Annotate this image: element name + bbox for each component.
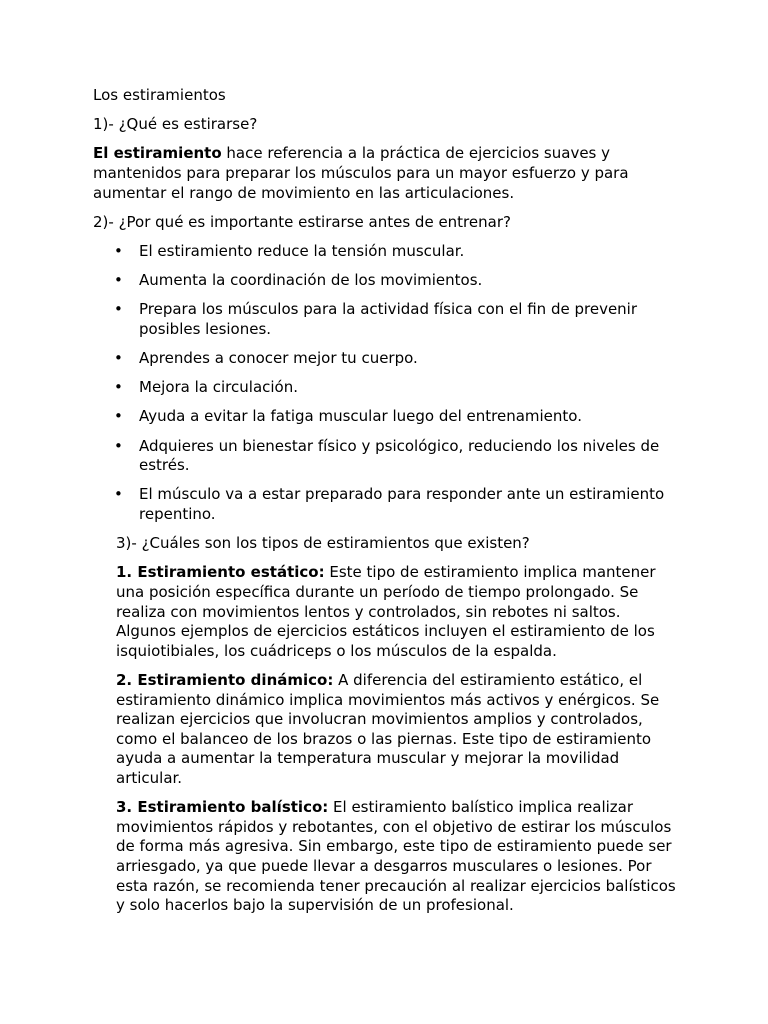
bullet-icon: • — [114, 300, 123, 319]
bullet-icon: • — [114, 241, 123, 260]
type-text: Este tipo de estiramiento implica mantener una posición específica durante un período de tiempo prolongado. Se realiza con movimientos lentos y controlados, sin rebotes ni saltos. Algunos ejemplos de ejercicios estáticos incluyen el estiramiento de los isquiotibiales, los cuádriceps o los músculos de la espalda. — [116, 563, 656, 660]
list-item-text: Aumenta la coordinación de los movimientos. — [139, 271, 483, 290]
type-static-paragraph — [116, 563, 683, 661]
list-item-text: El músculo va a estar preparado para responder ante un estiramiento repentino. — [139, 485, 665, 524]
list-item — [93, 485, 671, 524]
list-item — [93, 378, 671, 398]
list-item-text: Ayuda a evitar la fatiga muscular luego del entrenamiento. — [139, 407, 582, 426]
document-body — [93, 86, 683, 925]
type-text: A diferencia del estiramiento estático, el estiramiento dinámico implica movimientos más activos y enérgicos. Se realizan ejercicios que involucran movimientos amplios y controlados, como el balanceo de los brazos o las piernas. Este tipo de estiramiento ayuda a aumentar la temperatura muscular y mejorar la movilidad articular. — [116, 670, 660, 787]
type-heading: 1. Estiramiento estático: — [116, 563, 325, 582]
list-item — [93, 242, 671, 262]
type-heading: 3. Estiramiento balístico: — [116, 798, 329, 817]
list-item — [93, 300, 671, 339]
bullet-icon: • — [114, 407, 123, 426]
bullet-icon: • — [114, 436, 123, 455]
list-item-text: Prepara los músculos para la actividad física con el fin de prevenir posibles lesiones. — [139, 300, 638, 338]
list-item — [93, 437, 671, 476]
list-item-text: Mejora la circulación. — [139, 378, 299, 397]
type-heading: 2. Estiramiento dinámico: — [116, 670, 334, 689]
type-ballistic-paragraph — [116, 798, 683, 916]
list-item-text: El estiramiento reduce la tensión muscular. — [139, 241, 465, 260]
question-1: 1)- ¿Qué es estirarse? — [93, 115, 258, 134]
bullet-icon: • — [114, 349, 123, 368]
type-dynamic-paragraph — [116, 671, 683, 789]
definition-text: hace referencia a la práctica de ejercicios suaves y mantenidos para preparar los músculos para un mayor esfuerzo y para aumentar el rango de movimiento en las articulaciones. — [93, 144, 629, 202]
bullet-icon: • — [114, 378, 123, 397]
definition-term: El estiramiento — [93, 144, 222, 163]
question-3: 3)- ¿Cuáles son los tipos de estiramientos que existen? — [116, 534, 530, 553]
list-item — [93, 271, 671, 291]
list-item-text: Aprendes a conocer mejor tu cuerpo. — [139, 349, 418, 368]
benefits-list — [93, 242, 683, 525]
document-title: Los estiramientos — [93, 86, 226, 104]
bullet-icon: • — [114, 485, 123, 504]
bullet-icon: • — [114, 271, 123, 290]
question-2: 2)- ¿Por qué es importante estirarse antes de entrenar? — [93, 212, 511, 231]
definition-paragraph — [93, 144, 683, 203]
type-text: El estiramiento balístico implica realizar movimientos rápidos y rebotantes, con el objetivo de estirar los músculos de forma más agresiva. Sin embargo, este tipo de estiramiento puede ser arriesgado, ya que puede llevar a desgarros musculares o lesiones. Por esta razón, se recomienda tener precaución al realizar ejercicios balísticos y solo hacerlos bajo la supervisión de un profesional. — [116, 798, 676, 915]
list-item — [93, 407, 671, 427]
list-item — [93, 349, 671, 369]
list-item-text: Adquieres un bienestar físico y psicológico, reduciendo los niveles de estrés. — [139, 436, 660, 475]
